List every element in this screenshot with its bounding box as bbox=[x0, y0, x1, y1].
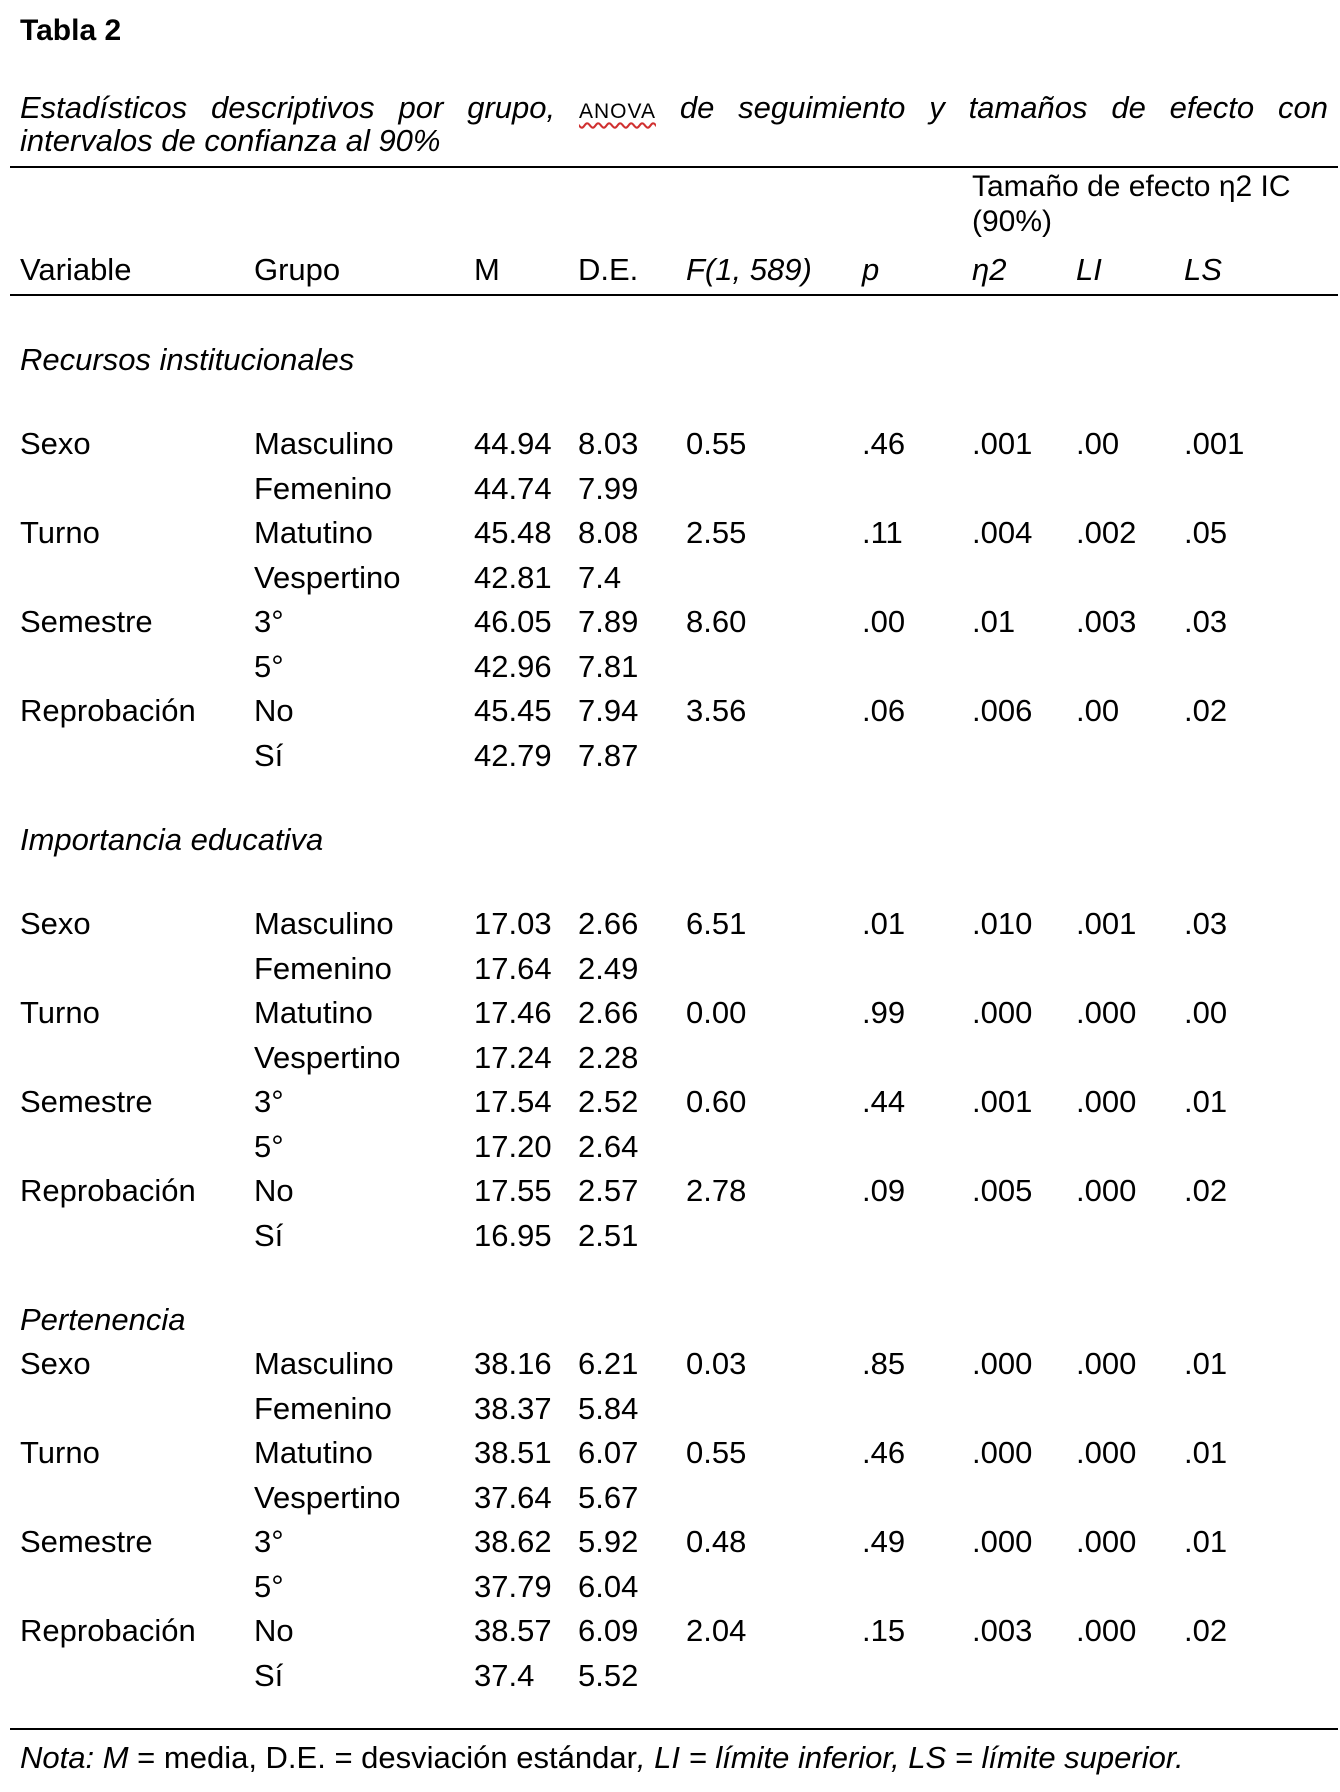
cell-ci-lower: .000 bbox=[1076, 1524, 1137, 1559]
section-title: Importancia educativa bbox=[20, 822, 324, 857]
caption-line-1 bbox=[20, 92, 1328, 125]
cell-variable: Semestre bbox=[20, 1524, 153, 1559]
caption-anova: ANOVA bbox=[578, 100, 656, 123]
effect-size-header: Tamaño de efecto η2 IC (90%) bbox=[972, 170, 1291, 238]
cell-ci-upper: .03 bbox=[1184, 906, 1228, 941]
cell-grupo: Vespertino bbox=[254, 1479, 401, 1515]
cell-p-value: .49 bbox=[862, 1524, 906, 1559]
cell-p-value: .09 bbox=[862, 1173, 906, 1208]
column-header-variable: Variable bbox=[20, 252, 132, 287]
cell-grupo: Sí bbox=[254, 1217, 284, 1253]
cell-sd: 2.49 bbox=[578, 950, 639, 986]
cell-mean: 38.51 bbox=[474, 1435, 552, 1470]
cell-mean: 42.96 bbox=[474, 648, 552, 684]
cell-sd: 7.94 bbox=[578, 693, 639, 728]
cell-sd: 6.09 bbox=[578, 1613, 639, 1648]
cell-ci-upper: .01 bbox=[1184, 1524, 1228, 1559]
cell-grupo: 3° bbox=[254, 604, 284, 639]
section-title: Pertenencia bbox=[20, 1302, 186, 1337]
cell-p-value: .11 bbox=[862, 515, 903, 550]
cell-mean: 44.94 bbox=[474, 426, 552, 461]
cell-sd: 2.28 bbox=[578, 1039, 639, 1075]
cell-mean: 38.37 bbox=[474, 1390, 552, 1426]
cell-sd: 2.57 bbox=[578, 1173, 639, 1208]
cell-sd: 7.99 bbox=[578, 470, 639, 506]
column-header-mean: M bbox=[474, 252, 500, 287]
cell-mean: 17.64 bbox=[474, 950, 552, 986]
cell-grupo: No bbox=[254, 1173, 294, 1208]
cell-mean: 37.64 bbox=[474, 1479, 552, 1515]
cell-eta: .000 bbox=[972, 1346, 1033, 1381]
cell-variable: Sexo bbox=[20, 906, 91, 941]
column-header-eta: η2 bbox=[972, 252, 1007, 287]
cell-grupo: Matutino bbox=[254, 995, 373, 1030]
cell-f-stat: 2.78 bbox=[686, 1173, 747, 1208]
cell-p-value: .85 bbox=[862, 1346, 906, 1381]
cell-ci-upper: .03 bbox=[1184, 604, 1228, 639]
cell-f-stat: 0.60 bbox=[686, 1084, 747, 1119]
note-m-abbr: M bbox=[102, 1740, 129, 1775]
cell-p-value: .01 bbox=[862, 906, 906, 941]
cell-mean: 17.20 bbox=[474, 1128, 552, 1164]
cell-eta: .001 bbox=[972, 426, 1033, 461]
cell-grupo: Vespertino bbox=[254, 1039, 401, 1075]
cell-f-stat: 8.60 bbox=[686, 604, 747, 639]
cell-f-stat: 2.04 bbox=[686, 1613, 747, 1648]
cell-sd: 6.07 bbox=[578, 1435, 639, 1470]
cell-mean: 17.54 bbox=[474, 1084, 552, 1119]
cell-ci-upper: .001 bbox=[1184, 426, 1245, 461]
cell-grupo: 5° bbox=[254, 648, 284, 684]
cell-ci-upper: .00 bbox=[1184, 995, 1228, 1030]
column-header-sd: D.E. bbox=[578, 252, 639, 287]
cell-ci-upper: .02 bbox=[1184, 693, 1228, 728]
cell-sd: 2.52 bbox=[578, 1084, 639, 1119]
cell-p-value: .46 bbox=[862, 426, 906, 461]
cell-variable: Turno bbox=[20, 1435, 100, 1470]
cell-ci-upper: .02 bbox=[1184, 1173, 1228, 1208]
cell-ci-upper: .02 bbox=[1184, 1613, 1228, 1648]
cell-mean: 42.79 bbox=[474, 737, 552, 773]
cell-grupo: Sí bbox=[254, 1657, 284, 1693]
cell-grupo: 5° bbox=[254, 1568, 284, 1604]
cell-sd: 5.67 bbox=[578, 1479, 639, 1515]
cell-eta: .005 bbox=[972, 1173, 1033, 1208]
cell-sd: 6.04 bbox=[578, 1568, 639, 1604]
cell-sd: 6.21 bbox=[578, 1346, 639, 1381]
note-label: Nota: bbox=[20, 1740, 95, 1775]
cell-variable: Sexo bbox=[20, 426, 91, 461]
cell-f-stat: 0.03 bbox=[686, 1346, 747, 1381]
bottom-rule bbox=[10, 1728, 1338, 1730]
cell-sd: 8.08 bbox=[578, 515, 639, 550]
cell-eta: .001 bbox=[972, 1084, 1033, 1119]
cell-mean: 42.81 bbox=[474, 559, 552, 595]
cell-p-value: .15 bbox=[862, 1613, 906, 1648]
cell-sd: 2.64 bbox=[578, 1128, 639, 1164]
cell-ci-upper: .01 bbox=[1184, 1084, 1228, 1119]
cell-variable: Reprobación bbox=[20, 693, 196, 728]
table-title: Tabla 2 bbox=[20, 14, 122, 47]
cell-ci-lower: .00 bbox=[1076, 426, 1120, 461]
table-note bbox=[20, 1740, 1184, 1776]
cell-sd: 5.84 bbox=[578, 1390, 639, 1426]
cell-variable: Semestre bbox=[20, 604, 153, 639]
column-header-grupo: Grupo bbox=[254, 252, 341, 287]
cell-grupo: Vespertino bbox=[254, 559, 401, 595]
cell-grupo: Femenino bbox=[254, 950, 392, 986]
cell-ci-lower: .000 bbox=[1076, 995, 1137, 1030]
cell-grupo: Matutino bbox=[254, 515, 373, 550]
cell-eta: .000 bbox=[972, 995, 1033, 1030]
cell-ci-lower: .001 bbox=[1076, 906, 1137, 941]
cell-ci-lower: .000 bbox=[1076, 1346, 1137, 1381]
caption-part-2: de seguimiento y tamaños de efecto con bbox=[679, 90, 1328, 125]
cell-f-stat: 2.55 bbox=[686, 515, 747, 550]
cell-mean: 38.16 bbox=[474, 1346, 552, 1381]
column-header-ci-upper: LS bbox=[1184, 252, 1222, 287]
cell-grupo: Sí bbox=[254, 737, 284, 773]
cell-sd: 7.87 bbox=[578, 737, 639, 773]
cell-mean: 17.24 bbox=[474, 1039, 552, 1075]
cell-ci-lower: .00 bbox=[1076, 693, 1120, 728]
note-rest: , LI = límite inferior, LS = límite superior. bbox=[636, 1740, 1184, 1775]
section-title: Recursos institucionales bbox=[20, 342, 355, 377]
cell-sd: 5.92 bbox=[578, 1524, 639, 1559]
cell-eta: .01 bbox=[972, 604, 1016, 639]
cell-eta: .000 bbox=[972, 1524, 1033, 1559]
cell-variable: Semestre bbox=[20, 1084, 153, 1119]
cell-eta: .010 bbox=[972, 906, 1033, 941]
cell-sd: 2.51 bbox=[578, 1217, 639, 1253]
column-header-ci-lower: LI bbox=[1076, 252, 1102, 287]
cell-f-stat: 0.55 bbox=[686, 1435, 747, 1470]
cell-eta: .003 bbox=[972, 1613, 1033, 1648]
cell-variable: Reprobación bbox=[20, 1173, 196, 1208]
cell-ci-lower: .002 bbox=[1076, 515, 1137, 550]
cell-grupo: Masculino bbox=[254, 426, 394, 461]
cell-grupo: Masculino bbox=[254, 1346, 394, 1381]
cell-ci-upper: .01 bbox=[1184, 1346, 1228, 1381]
cell-sd: 5.52 bbox=[578, 1657, 639, 1693]
cell-p-value: .06 bbox=[862, 693, 906, 728]
cell-p-value: .00 bbox=[862, 604, 906, 639]
header-rule bbox=[10, 294, 1338, 296]
cell-grupo: Femenino bbox=[254, 470, 392, 506]
cell-p-value: .46 bbox=[862, 1435, 906, 1470]
cell-ci-upper: .05 bbox=[1184, 515, 1228, 550]
cell-mean: 16.95 bbox=[474, 1217, 552, 1253]
cell-sd: 2.66 bbox=[578, 995, 639, 1030]
cell-f-stat: 0.00 bbox=[686, 995, 747, 1030]
cell-eta: .004 bbox=[972, 515, 1033, 550]
cell-grupo: 3° bbox=[254, 1524, 284, 1559]
cell-mean: 17.46 bbox=[474, 995, 552, 1030]
cell-eta: .006 bbox=[972, 693, 1033, 728]
caption-line-2: intervalos de confianza al 90% bbox=[20, 122, 441, 158]
cell-grupo: No bbox=[254, 1613, 294, 1648]
table-caption bbox=[20, 92, 1328, 157]
cell-eta: .000 bbox=[972, 1435, 1033, 1470]
cell-sd: 7.4 bbox=[578, 559, 622, 595]
cell-mean: 17.55 bbox=[474, 1173, 552, 1208]
caption-part-1: Estadísticos descriptivos por grupo, bbox=[20, 90, 556, 125]
cell-f-stat: 3.56 bbox=[686, 693, 747, 728]
cell-p-value: .99 bbox=[862, 995, 906, 1030]
cell-sd: 2.66 bbox=[578, 906, 639, 941]
cell-mean: 45.45 bbox=[474, 693, 552, 728]
cell-grupo: Masculino bbox=[254, 906, 394, 941]
cell-sd: 7.89 bbox=[578, 604, 639, 639]
cell-grupo: Femenino bbox=[254, 1390, 392, 1426]
note-m-def: = media, D.E. = desviación estándar bbox=[128, 1740, 637, 1775]
column-header-f-stat: F(1, 589) bbox=[686, 252, 812, 287]
cell-grupo: Matutino bbox=[254, 1435, 373, 1470]
cell-mean: 37.4 bbox=[474, 1657, 535, 1693]
cell-sd: 7.81 bbox=[578, 648, 639, 684]
cell-variable: Turno bbox=[20, 515, 100, 550]
cell-mean: 38.62 bbox=[474, 1524, 552, 1559]
cell-mean: 45.48 bbox=[474, 515, 552, 550]
cell-ci-lower: .000 bbox=[1076, 1084, 1137, 1119]
cell-f-stat: 0.55 bbox=[686, 426, 747, 461]
cell-mean: 46.05 bbox=[474, 604, 552, 639]
cell-ci-lower: .000 bbox=[1076, 1435, 1137, 1470]
cell-ci-lower: .000 bbox=[1076, 1613, 1137, 1648]
cell-variable: Sexo bbox=[20, 1346, 91, 1381]
cell-mean: 38.57 bbox=[474, 1613, 552, 1648]
cell-mean: 44.74 bbox=[474, 470, 552, 506]
cell-grupo: 3° bbox=[254, 1084, 284, 1119]
cell-f-stat: 0.48 bbox=[686, 1524, 747, 1559]
cell-ci-lower: .003 bbox=[1076, 604, 1137, 639]
cell-ci-upper: .01 bbox=[1184, 1435, 1228, 1470]
cell-variable: Turno bbox=[20, 995, 100, 1030]
column-header-p-value: p bbox=[862, 252, 880, 287]
cell-mean: 37.79 bbox=[474, 1568, 552, 1604]
cell-ci-lower: .000 bbox=[1076, 1173, 1137, 1208]
top-rule bbox=[10, 166, 1338, 168]
cell-sd: 8.03 bbox=[578, 426, 639, 461]
cell-variable: Reprobación bbox=[20, 1613, 196, 1648]
cell-grupo: 5° bbox=[254, 1128, 284, 1164]
cell-mean: 17.03 bbox=[474, 906, 552, 941]
cell-grupo: No bbox=[254, 693, 294, 728]
cell-f-stat: 6.51 bbox=[686, 906, 747, 941]
cell-p-value: .44 bbox=[862, 1084, 906, 1119]
